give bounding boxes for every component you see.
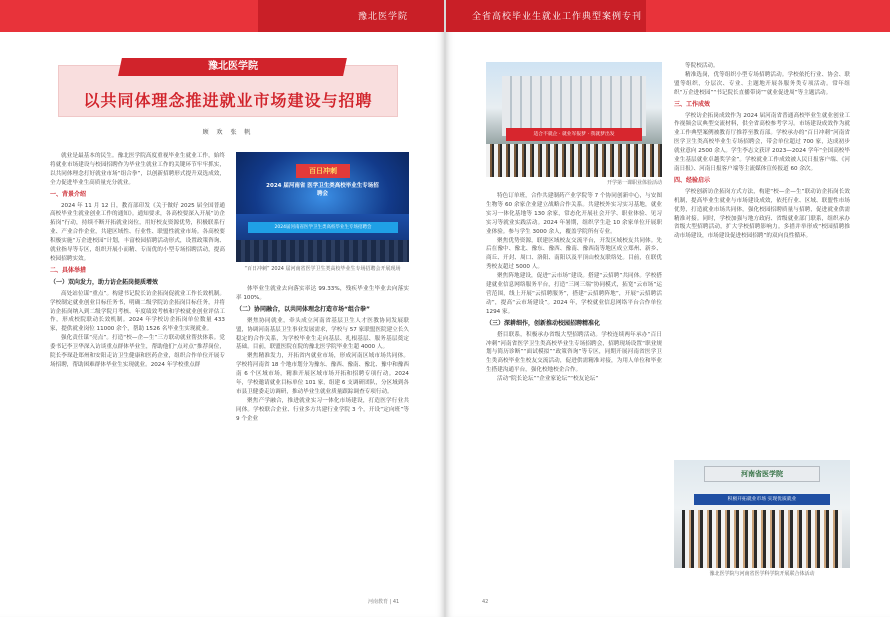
photo-caption: “百日冲刺” 2024 届河南省医学卫生类高校毕业生专场招聘会开展现场 — [244, 266, 401, 272]
recruitment-fair-photo — [236, 152, 409, 262]
article-title: 以共同体理念推进就业市场建设与招聘 — [83, 91, 373, 110]
subsection-heading: （一）双向发力，助力访企拓岗提质增效 — [50, 278, 159, 286]
right-page — [446, 0, 890, 617]
section-heading: 三、工作成效 — [674, 100, 711, 108]
paragraph: 聚焦阵地建设，促进“云市场”建设。搭建“云招聘”共同体。学校搭建就业信息网络服务平台，打造“三网三端”协同模式，拓宽“云市场”运营范围，线上开展“云招聘服务”，搭建“云招聘阵地”，开展“云招聘活动”，提高“云市场建设”。2024 年，学校就业信息网络平台合作单位 1294 家。 — [486, 273, 662, 315]
paragraph: 搭目联系，积极承办省级大型招聘活动。学校连续两年承办“百日冲刺”河南省医学卫生类高校毕业生专场招聘会，招聘现场设置“职业规划与简历诊断”“面试模拟”“政策咨询”等专区，同期开展河南省医学卫生类高校毕业生校友交流活动，促进供需精准对接，为用人单位和毕业生搭建沟通平台，强化校地校企合作。 — [486, 331, 662, 374]
photo-caption: 豫北医学院与河南省医学科学院开展联合体活动 — [709, 571, 815, 577]
paragraph: 精准选岗，优等组织小型专场招聘活动。学校依托行业、协会、联盟等组织，分层次、专业、主题地开展各服务类专项活动。常年组织“万企进校园”“书记院长直播带岗”“就业促进周”等主题活动。 — [674, 71, 850, 96]
building-photo — [486, 62, 662, 177]
paragraph: 强化责任谋“亮点”。打造“校—企—生”三方联动就业帮扶体系。党委书记李卫华深入访谈重点群体毕业生，帮助他们“点对点”推荐岗位，院长李琛赴郑州和安阳走访卫生健康和医药企业，组织合作单位开展专场招聘，帮助困难群体毕业生实现就业。2024 年学校重点群 — [50, 335, 225, 368]
paragraph: 活动“院长论坛”“企业家论坛”“校友论坛” — [497, 376, 599, 383]
right-header-bar — [446, 0, 890, 32]
right-column-1 — [486, 192, 662, 384]
paragraph: 2024 年 11 月 12 日，教育部印发《关于做好 2025 届全国普通高校毕业生就业创业工作的通知》。通知要求，各高校要深入开展“访企拓岗”行动，持续不断开拓就业岗位，用好校友资源优势，积极联系行业、产业合作企业，共建区域性、行业性、联盟性就业市场。各高校要积极实施“万企进校园”计划，丰富校园招聘活动形式，设置政策咨询、就业指导等专区，组织开展小而精、专而优的小型专场招聘活动，提高校园招聘实效。 — [50, 202, 225, 262]
school-tag: 豫北医学院 — [118, 58, 347, 76]
paragraph: 高处站位谋“重点”。构建书记院长访企拓岗促就业工作长效机制。学校制定就业创业目标任务书，明确二级学院访企拓岗目标任务，并将访企拓岗纳入到二级学院月考核、年度绩效考核和学校就业创业评估工作，形成校院联动长效机制。2024 年学校访企拓岗单位数量 433 家，提供就业岗位 11000 余个，帮助 1526 名毕业生实现就业。 — [50, 290, 225, 333]
section-heading: 一、背景介绍 — [50, 190, 87, 198]
left-header-band — [258, 0, 444, 32]
paragraph: 等院校活动。 — [685, 63, 719, 69]
subsection-heading: （二）协同融合，以共同体理念打造市场“组合拳” — [236, 305, 370, 313]
photo-sign: 河南省医学院 — [704, 466, 820, 482]
paragraph: 就业是最基本的民生。豫北医学院高度重视毕业生就业工作，始终将就业市场建设与校园招聘作为毕业生就业工作的关键环节牢牢抓实，以共同体理念打好就业市场“组合拳”，以创新招聘形式提升双选成效，全力促进毕业生高质量充分就业。 — [50, 153, 225, 186]
left-header-text: 豫北医学院 — [358, 12, 409, 22]
left-page — [0, 0, 444, 617]
paragraph: 聚焦精准发力，开拓省内就业市场，形成河南区域市场共同体。学校将河南省 18 个地市划分为豫东、豫西、豫南、豫北、豫中和豫西南 6 个区域市场，精准开展区域市场开拓和招聘专项行动。2024 年，学校邀请就业目标单位 101 家，组建 6 支调研团队，分区域到各市县卫健委走访调研，推动毕业生就业质量跟踪调查专项行动。 — [236, 353, 409, 395]
left-footer: 河南教育 | 41 — [368, 599, 400, 605]
right-footer: 42 — [482, 599, 489, 605]
photo-building — [502, 76, 646, 136]
right-column-2 — [674, 62, 850, 241]
left-column-2 — [236, 285, 409, 424]
photo-subtitle: 2024 届河南省 医学卫生类高校毕业生专场招聘会 — [266, 183, 379, 197]
paragraph: 聚焦协同就业，牵头成立河南省基层卫生人才医教协同发展联盟，协调河南基层卫生事业发展需求，学校与 57 家联盟医院建立长久稳定的合作关系，为学校毕业生走向基层、扎根基层、服务基层奠定基础。目前，联盟医院在院的豫北医学院毕业生超 4000 人。 — [236, 317, 409, 351]
left-header-bar — [0, 0, 444, 32]
photo-caption: 开学第一课职业体验活动 — [606, 180, 662, 186]
paragraph: 学校创新访企拓岗方式方法，构建“校—企—生”联动访企拓岗长效机制，提高毕业生就业与市场建设成效，依托行业、区域、联盟性市场优势，打造就业市场共同体，强化校园招聘质量与招聘，促进就业供需精准对接。同时，学校加强与地方政府、省级就业部门联系，组织承办省级大型招聘活动，扩大学校招聘影响力。多措并举形成“校园招聘推动市场建设，市场建设促进校园招聘”的双向良性循环。 — [674, 188, 850, 240]
section-heading: 四、经验启示 — [674, 176, 711, 184]
section-heading: 二、具体举措 — [50, 266, 87, 274]
paragraph: 聚焦优势资源，联建区域校友交流平台，开发区域校友共同体。先后在豫中、豫北、豫东、豫西、豫南、豫西南等地区成立郑州、新乡、商丘、开封、周口、洛阳、南阳以及平顶山校友联络处。目前，在联优秀校友超过 5000 人。 — [486, 237, 662, 271]
left-column-1 — [50, 152, 225, 370]
article-authors: 顾 欢 张 帆 — [202, 129, 254, 136]
paragraph: 聚焦产学融合，推进就业实习一体化市场建设，打造医学行业共同体。学校联合企业、行业多方共建行业学院 3 个，开设“定向班”等 9 个企业 — [236, 397, 409, 422]
photo-crowd — [486, 144, 662, 177]
photo-stage-text: 2024届河南省医学卫生类高校毕业生专场招聘会 — [248, 222, 398, 233]
right-header-text: 全省高校毕业生就业工作典型案例专刊 — [472, 12, 643, 22]
paragraph: 学校访企拓岗成效作为 2024 届河南省普通高校毕业生就业创业工作视频会议典型交流材料，供全省高校参考学习。市场建设成效作为就业工作典型案例被教育厅推荐至教育部。学校承办的“百日冲刺”河南省医学卫生类高校毕业生专场招聘会，带会单位超过 700 家，达成初步就业意向 2500 余人。学生李志文获评 2023—2024 学年“全国高校毕业生基层就业卓越奖学金”。学校就业工作成效被人民日报客户端、《河南日报》、河南日报客户端等主流媒体宣传报道 60 余次。 — [674, 112, 850, 172]
photo-group-people — [682, 510, 842, 568]
group-photo — [674, 460, 850, 568]
photo-crowd — [236, 240, 409, 262]
subsection-heading: （三）深耕细作，创新推动校园招聘精准化 — [486, 319, 601, 327]
paragraph: 体毕业生就业去向落实率达 99.33%，残疾毕业生毕业去向落实率 100%。 — [236, 286, 409, 301]
paragraph: 特色订单班，合作共建制药产业学院等 7 个协同创新中心，与安图生物等 60 余家企业建立战略合作关系。共建校外实习实习基地，就业实习一体化基地等 130 余家，常态化开展社会开学、职业体验、见习实习等就业实践活动。2024 年暑期，组织学生赴 10 余家单位开展职业体验。参与学生 3000 余人，覆盖学院所有专业。 — [486, 193, 662, 235]
photo-banner: 百日冲刺 — [296, 164, 350, 178]
photo-banner: 积极开拓就业市场 实现优质就业 — [694, 494, 830, 505]
photo-slogan: 适合不就企 · 就业军报梦 · 我就梦出发 — [506, 128, 642, 141]
